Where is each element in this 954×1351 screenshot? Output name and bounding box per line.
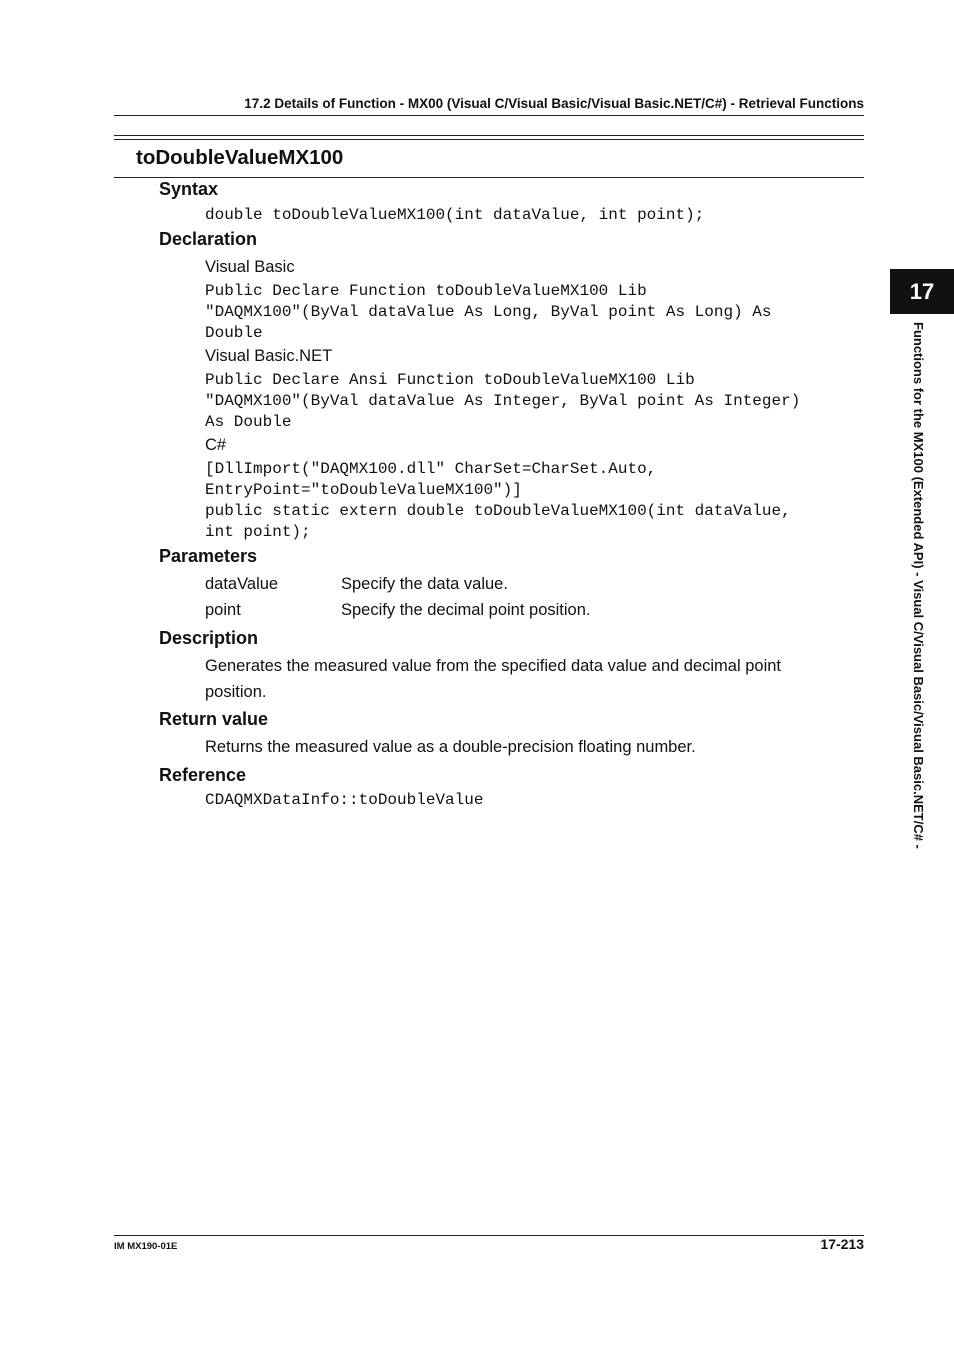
header-rule (114, 115, 864, 116)
parameters-heading: Parameters (159, 546, 258, 566)
vbnet-label: Visual Basic.NET (205, 347, 333, 365)
vb-code: Public Declare Function toDoubleValueMX100 Lib "DAQMX100"(ByVal dataValue As Long, ByVal point As Long) As Double (205, 282, 772, 342)
running-header: 17.2 Details of Function - MX00 (Visual C/Visual Basic/Visual Basic.NET/C#) - Retrieval Functions (244, 96, 864, 111)
function-title: toDoubleValueMX100 (136, 146, 344, 169)
param-name: point (205, 601, 241, 619)
description-text: Generates the measured value from the specified data value and decimal point position. (205, 657, 782, 701)
title-rule-bottom (114, 177, 864, 178)
param-name: dataValue (205, 575, 279, 593)
title-rule-top-2 (114, 139, 864, 140)
param-description: Specify the decimal point position. (341, 601, 591, 619)
syntax-heading: Syntax (159, 179, 219, 199)
description-heading: Description (159, 628, 259, 648)
return-value-heading: Return value (159, 709, 269, 729)
param-description: Specify the data value. (341, 575, 508, 593)
title-rule-top-1 (114, 135, 864, 136)
chapter-side-title: Functions for the MX100 (Extended API) - Visual C/Visual Basic/Visual Basic.NET/C# - (911, 322, 926, 849)
reference-heading: Reference (159, 765, 247, 785)
syntax-code: double toDoubleValueMX100(int dataValue, int point); (205, 206, 705, 224)
cs-code: [DllImport("DAQMX100.dll" CharSet=CharSet.Auto, EntryPoint="toDoubleValueMX100")] public static extern double toDoubleValueMX100(int dataValue, int point); (205, 460, 791, 541)
declaration-heading: Declaration (159, 229, 258, 249)
cs-label: C# (205, 436, 227, 454)
return-value-text: Returns the measured value as a double-precision floating number. (205, 738, 696, 756)
chapter-number: 17 (909, 278, 935, 304)
page-number: 17-213 (820, 1236, 864, 1252)
chapter-tab (890, 269, 954, 314)
vb-label: Visual Basic (205, 258, 295, 276)
reference-code: CDAQMXDataInfo::toDoubleValue (205, 791, 484, 809)
vbnet-code: Public Declare Ansi Function toDoubleValueMX100 Lib "DAQMX100"(ByVal dataValue As Integer, ByVal point As Integer) As Double (205, 371, 801, 431)
doc-id: IM MX190-01E (114, 1241, 178, 1252)
